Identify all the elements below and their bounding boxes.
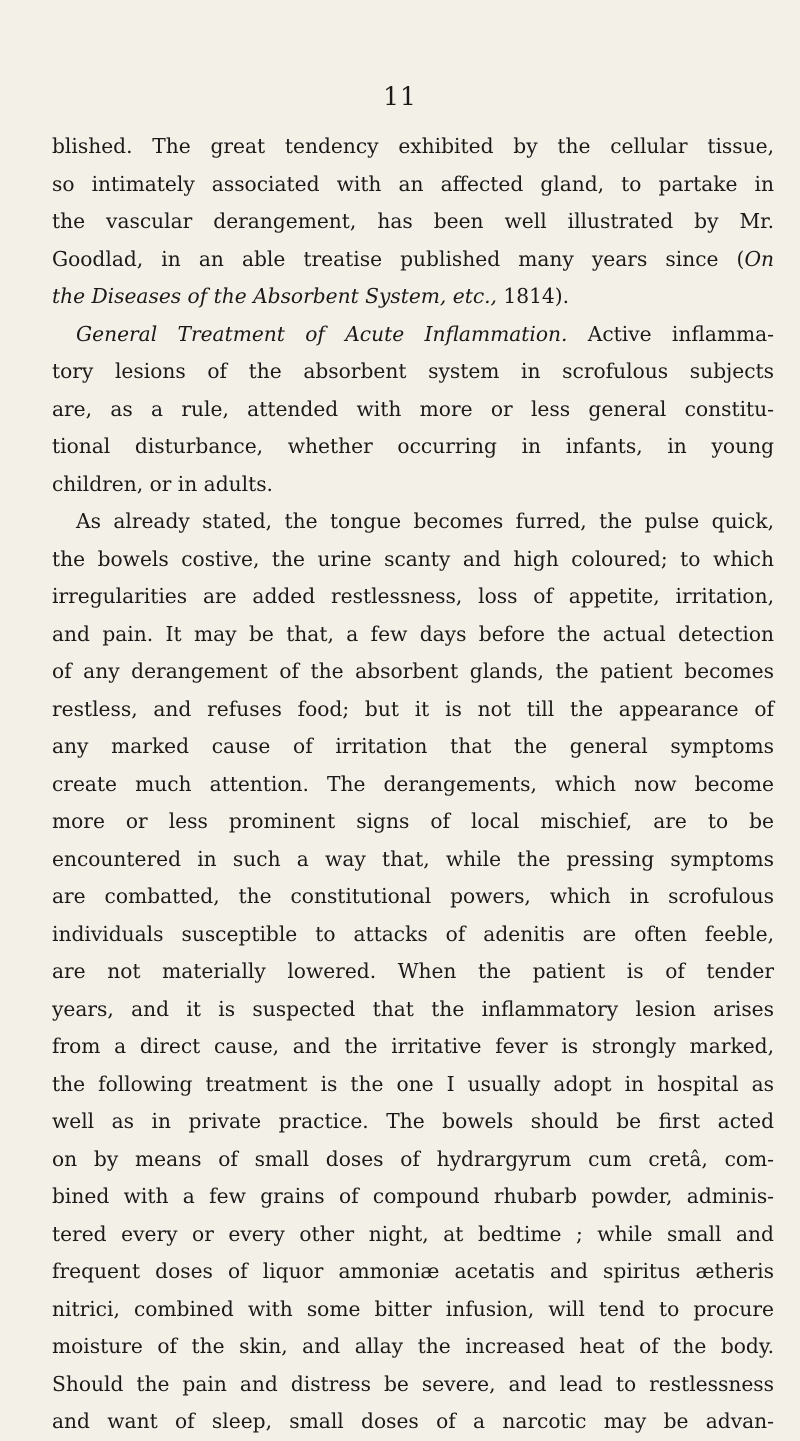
text-line: the bowels costive, the urine scanty and high coloured; to which [52,546,774,571]
text-line: are, as a rule, attended with more or less general constitu- [52,396,774,421]
text-line: blished. The great tendency exhibited by the cellular tissue, [52,134,774,158]
text-line: create much attention. The derangements, which now become [52,771,774,796]
text-fragment: 1814). [496,284,570,308]
text-fragment: Active inflamma- [567,321,774,346]
text-line [52,278,774,316]
text-fragment: Goodlad, in an able treatise published many years since ( [52,246,745,271]
text-line: encountered in such a way that, while the pressing symptoms [52,846,774,871]
text-line: nitrici, combined with some bitter infusion, will tend to procure [52,1296,774,1321]
body-text [52,128,774,1441]
text-line: frequent doses of liquor ammoniæ acetatis and spiritus ætheris [52,1259,774,1283]
section-heading-line [52,316,774,354]
text-line: restless, and refuses food; but it is not till the appearance of [52,696,774,721]
text-line: tory lesions of the absorbent system in scrofulous subjects [52,359,774,383]
text-line: moisture of the skin, and allay the increased heat of the body. [52,1334,774,1358]
text-line: on by means of small doses of hydrargyrum cum cretâ, com- [52,1146,774,1171]
text-line: more or less prominent signs of local mischief, are to be [52,809,774,833]
text-line: years, and it is suspected that the inflammatory lesion arises [52,996,774,1021]
text-line: from a direct cause, and the irritative fever is strongly marked, [52,1034,774,1058]
text-line: As already stated, the tongue becomes furred, the pulse quick, [76,509,774,533]
text-line: are combatted, the constitutional powers, which in scrofulous [52,884,774,908]
text-line: bined with a few grains of compound rhubarb powder, adminis- [52,1184,774,1208]
text-line: any marked cause of irritation that the general symptoms [52,734,774,758]
text-line: Should the pain and distress be severe, and lead to restlessness [52,1371,774,1396]
text-line: irregularities are added restlessness, loss of appetite, irritation, [52,584,774,608]
text-line: tered every or every other night, at bedtime ; while small and [52,1221,774,1246]
page-number: 11 [383,82,417,111]
text-line: are not materially lowered. When the patient is of tender [52,959,774,983]
book-title-fragment: On [744,246,774,271]
book-title-fragment: the Diseases of the Absorbent System, etc., [52,284,497,308]
text-line: the following treatment is the one I usually adopt in hospital as [52,1071,774,1096]
section-heading: General Treatment of Acute Inflammation. [76,321,568,346]
text-line: well as in private practice. The bowels should be first acted [52,1109,774,1133]
text-line: tional disturbance, whether occurring in infants, in young [52,434,774,458]
text-line: the vascular derangement, has been well illustrated by Mr. [52,209,774,233]
text-line: of any derangement of the absorbent glands, the patient becomes [52,659,774,683]
text-line: and pain. It may be that, a few days before the actual detection [52,621,774,646]
text-line: and want of sleep, small doses of a narcotic may be advan- [52,1409,774,1433]
text-line: children, or in adults. [52,471,273,496]
text-line [52,241,774,279]
text-line: individuals susceptible to attacks of adenitis are often feeble, [52,921,774,946]
text-line: so intimately associated with an affected gland, to partake in [52,171,774,196]
